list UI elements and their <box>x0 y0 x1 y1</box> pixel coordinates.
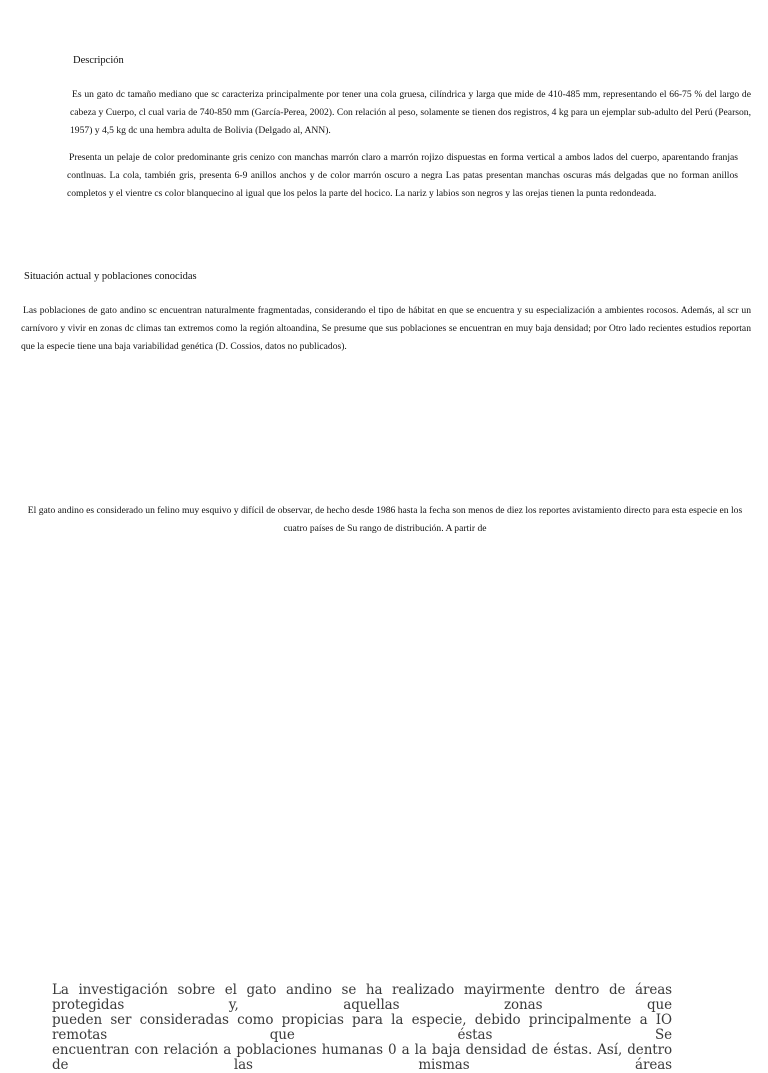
observation-paragraph: El gato andino es considerado un felino muy esquivo y difícil de observar, de hecho desde 1986 hasta la fecha son menos de diez los reportes avistamiento directo para esta especie en los cuatro países de Su rango de distribución. A partir de <box>27 505 743 534</box>
description-heading: Descripción <box>73 55 124 66</box>
description-paragraph-2: Presenta un pelaje de color predominante gris cenizo con manchas marrón claro a marrón rojizo dispuestas en forma vertical a ambos lados del cuerpo, aparentando franjas contlnuas. La cola, también gris, presenta 6-9 anillos anchos y de color marrón oscuro a negra Las patas presentan manchas oscuras más delgadas que no forman anillos completos y el vientre cs color blanquecino al igual que los pelos la parte del hocico. La nariz y labios son negros y las orejas tienen la punta redondeada. <box>67 152 738 199</box>
scanned-line-1: La investigación sobre el gato andino se ha realizado mayirmente dentro de áreas protegidas y, aquellas zonas que <box>52 982 672 1013</box>
scanned-line-2: pueden ser consideradas como propicias para la especie, debido principalmente a IO remotas que éstas Se <box>52 1012 672 1043</box>
description-paragraph-1: Es un gato dc tamaño mediano que sc caracteriza principalmente por tener una cola gruesa, cilíndrica y larga que mide de 410-485 mm, representando el 66-75 % del largo de cabeza y Cuerpo, cl cual varia de 740-850 mm (García-Perea, 2002). Con relación al peso, solamente se tienen dos registros, 4 kg para un ejemplar sub-adulto del Perú (Pearson, 1957) y 4,5 kg dc una hembra adulta de Bolivia (Delgado al, ANN). <box>70 89 751 136</box>
scanned-text-excerpt <box>52 983 672 1073</box>
scanned-line-3: encuentran con relación a poblaciones humanas 0 a la baja densidad de éstas. Así, dentro de las mismas áreas <box>52 1042 672 1073</box>
situation-paragraph-1: Las poblaciones de gato andino sc encuentran naturalmente fragmentadas, considerando el tipo de hábitat en que se encuentra y su especialización a ambientes rocosos. Además, al scr un carnívoro y vivir en zonas dc climas tan extremos como la región altoandina, Se presume que sus poblaciones se encuentran en muy baja densidad; por Otro lado recientes estudios reportan que la especie tiene una baja variabilidad genética (D. Cossios, datos no publicados). <box>21 305 751 352</box>
situation-heading: Situación actual y poblaciones conocidas <box>24 271 197 282</box>
